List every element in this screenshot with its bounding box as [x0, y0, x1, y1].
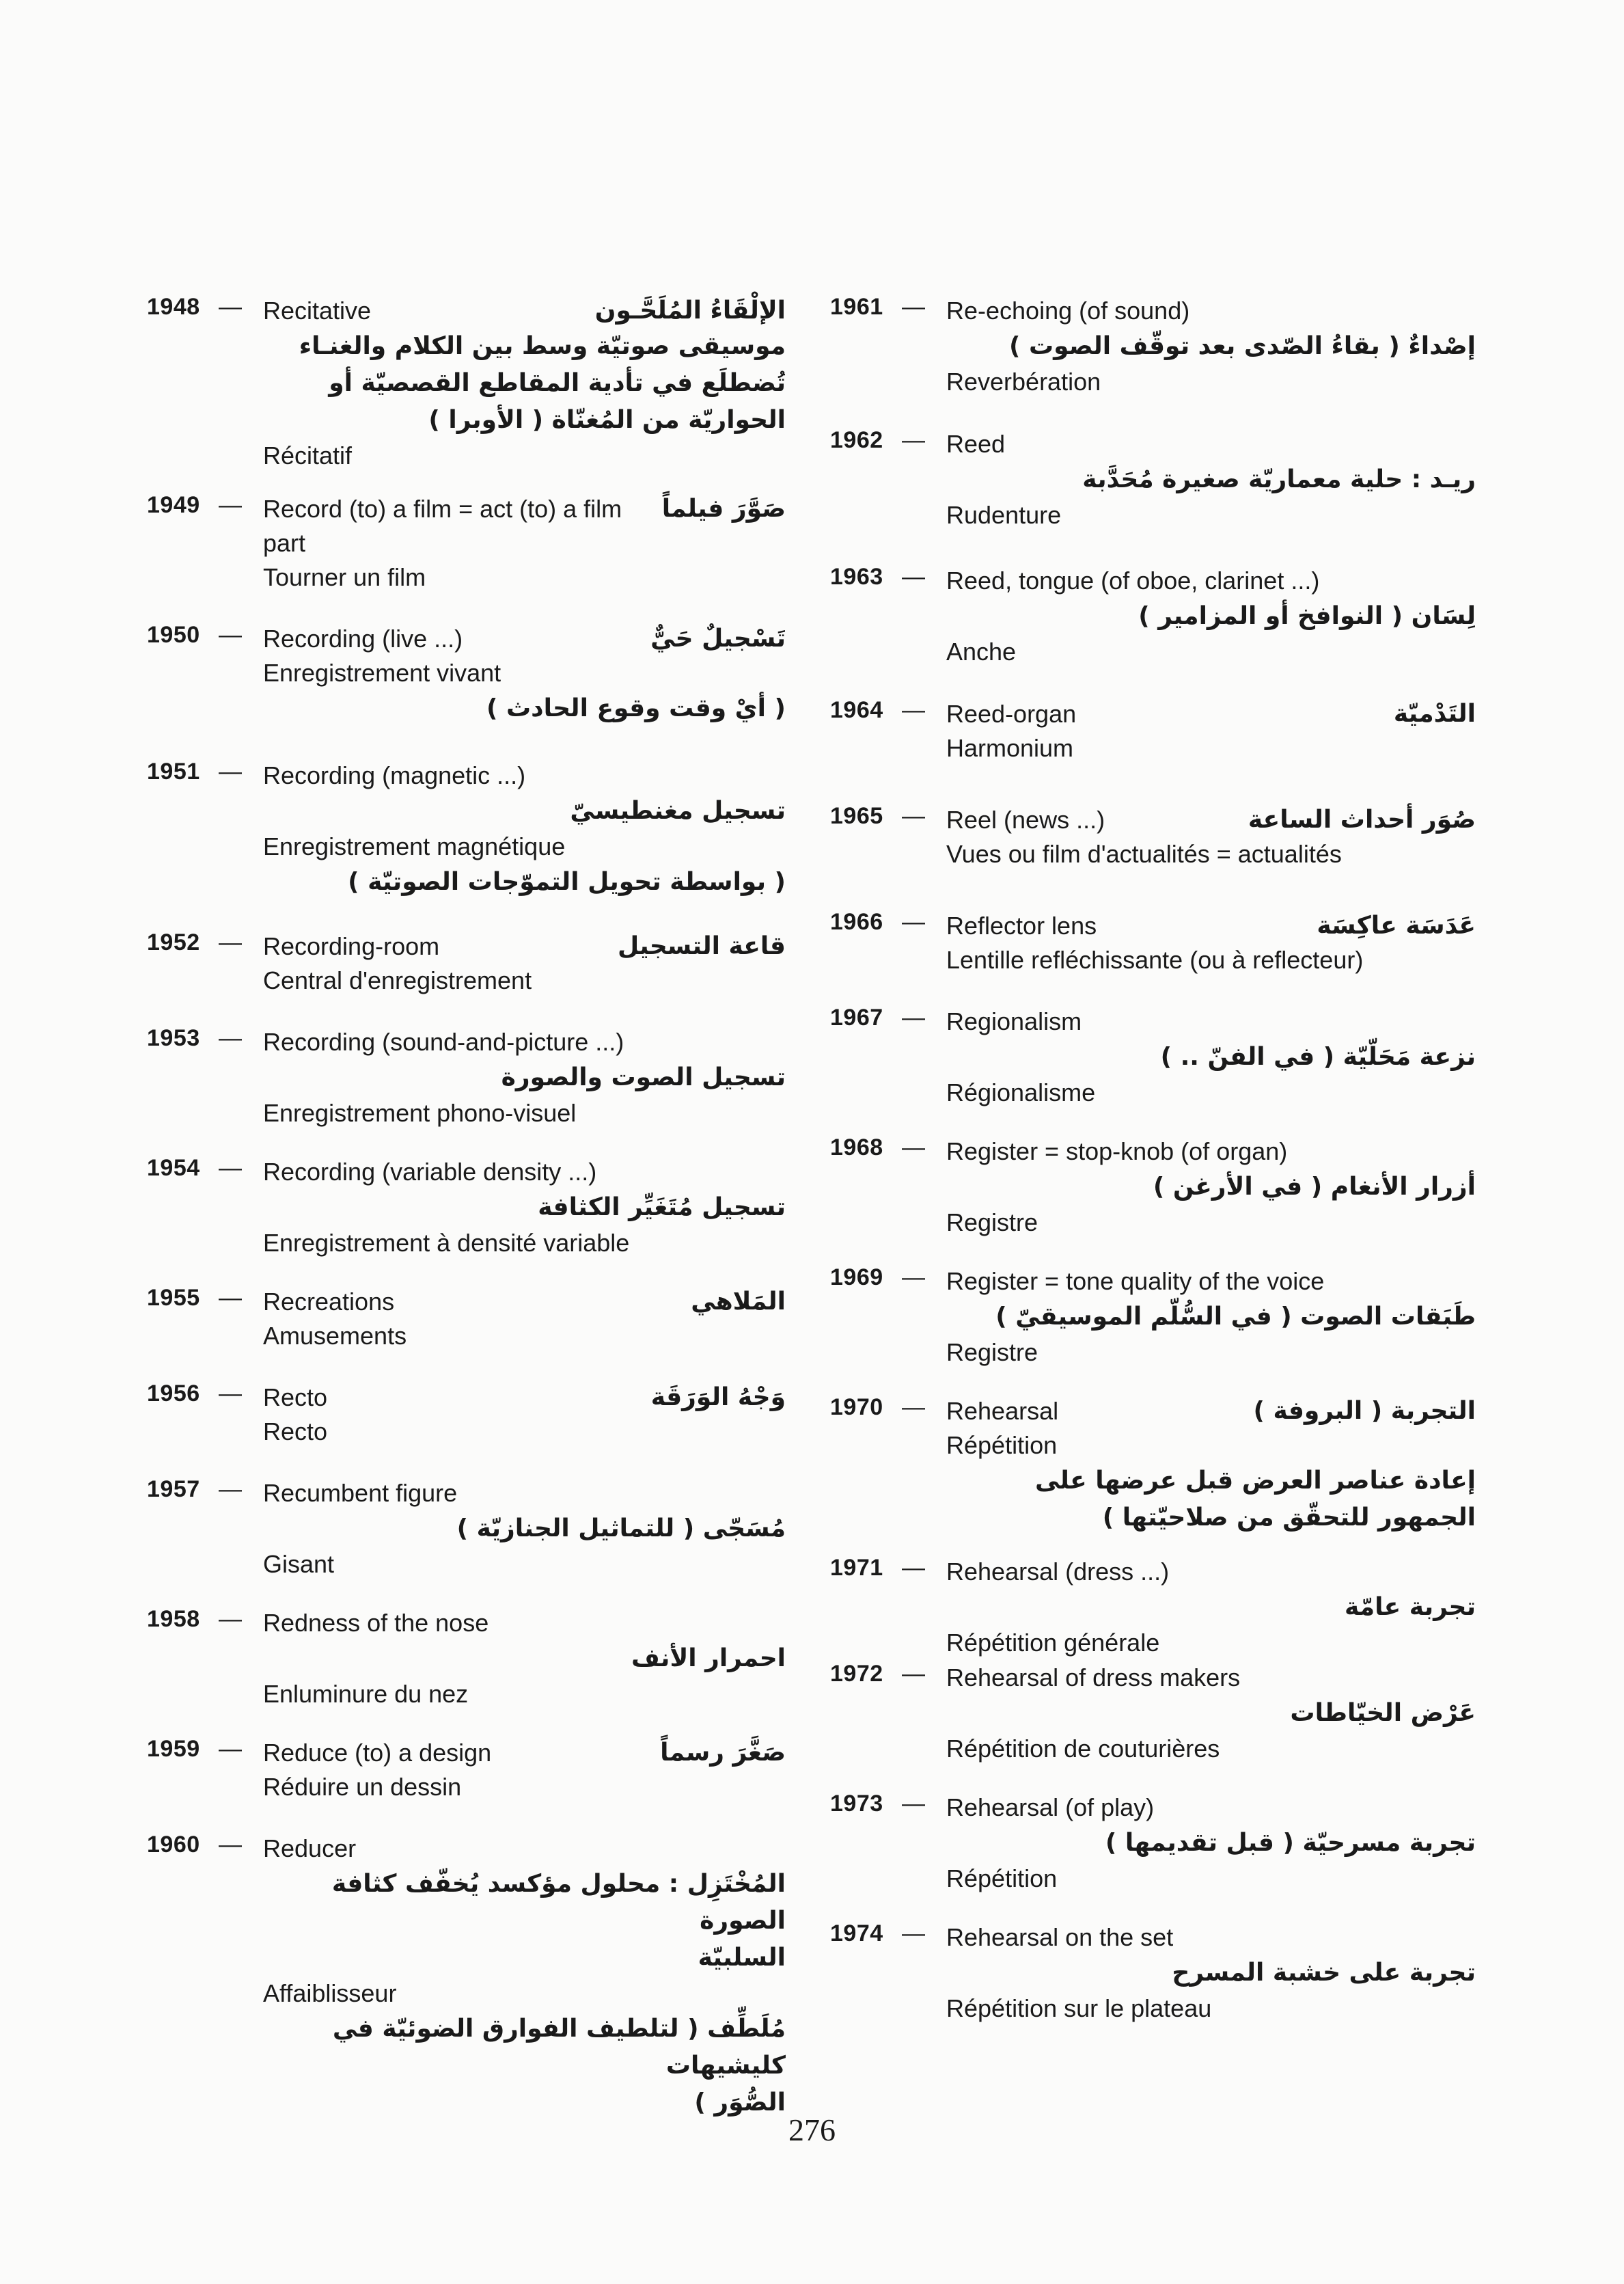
arabic-definition: تسجيل مغنطيسيّ	[570, 797, 786, 825]
entry-body	[263, 1832, 786, 2121]
french-term: Enluminure du nez	[263, 1680, 469, 1708]
entry-dash: —	[902, 1920, 925, 1946]
entry-body	[946, 697, 1476, 765]
english-term: Recto	[263, 1383, 328, 1411]
french-term: Registre	[946, 1208, 1038, 1236]
page-number: 276	[788, 2112, 836, 2147]
arabic-definition: نزعة مَحَلّيّة ( في الفنّ .. )	[1160, 1043, 1476, 1071]
english-term: Re-echoing (of sound)	[946, 297, 1190, 325]
entry-dash: —	[902, 427, 925, 453]
entry-dash: —	[219, 1736, 242, 1762]
english-term: Recreations	[263, 1288, 395, 1316]
arabic-term: صُوَر أحداث الساعة	[1248, 806, 1476, 834]
entry-dash: —	[219, 1155, 242, 1181]
english-term: Rehearsal of dress makers	[946, 1663, 1241, 1691]
french-term: Registre	[946, 1338, 1038, 1366]
arabic-definition: تسجيل الصوت والصورة	[501, 1063, 786, 1091]
entry-dash: —	[902, 1661, 925, 1687]
english-term: Recording (sound-and-picture ...)	[263, 1028, 624, 1056]
english-term: Redness of the nose	[263, 1609, 489, 1637]
entry-number: 1951	[147, 759, 200, 785]
arabic-definition-extra: ( بواسطة تحويل التموّجات الصوتيّة )	[348, 868, 786, 896]
arabic-definition: تُضطلَع في تأدية المقاطع القصصيّة أو	[329, 369, 786, 397]
arabic-definition-extra: إعادة عناصر العرض قبل عرضها على	[1035, 1467, 1476, 1495]
french-term: Tourner un film	[263, 563, 426, 591]
entry-dash: —	[902, 909, 925, 935]
entry-dash: —	[219, 1832, 242, 1858]
entry-number: 1961	[830, 294, 883, 320]
entry-number: 1967	[830, 1005, 883, 1031]
french-term: Vues ou film d'actualités = actualités	[946, 840, 1342, 868]
arabic-definition: طَبَقات الصوت ( في السُّلّم الموسيقيّ )	[995, 1303, 1476, 1331]
entry-dash: —	[902, 1134, 925, 1160]
entry-body	[946, 1264, 1476, 1370]
entry-number: 1950	[147, 622, 200, 648]
arabic-definition-extra: الصُّوَر )	[694, 2089, 786, 2117]
entry-dash: —	[219, 1606, 242, 1632]
entry-number: 1953	[147, 1025, 200, 1051]
arabic-definition: تجربة على خشبة المسرح	[1172, 1959, 1476, 1987]
entry-number: 1949	[147, 492, 200, 518]
entry-dash: —	[219, 622, 242, 648]
french-term: Régionalisme	[946, 1078, 1096, 1106]
french-term: Anche	[946, 638, 1017, 666]
entry-number: 1962	[830, 427, 883, 453]
arabic-definition: تجربة عامّة	[1345, 1593, 1476, 1621]
entry-body	[263, 1606, 786, 1711]
english-term: Register = stop-knob (of organ)	[946, 1137, 1288, 1165]
french-term: Rudenture	[946, 501, 1062, 529]
french-term: Reverbération	[946, 368, 1101, 396]
entry-body	[946, 1920, 1476, 2026]
entry-number: 1960	[147, 1832, 200, 1858]
entry-dash: —	[902, 1005, 925, 1031]
entry-dash: —	[219, 1025, 242, 1051]
entry-number: 1968	[830, 1134, 883, 1160]
entry-number: 1964	[830, 697, 883, 723]
english-term: Reed	[946, 430, 1006, 458]
french-term: Lentille refléchissante (ou à reflecteur)	[946, 946, 1364, 974]
entry-dash: —	[219, 929, 242, 955]
english-term: Recording-room	[263, 932, 440, 960]
entry-body	[946, 909, 1476, 977]
english-term: Recording (live ...)	[263, 625, 463, 653]
entry-body	[946, 1134, 1476, 1240]
arabic-term: تَسْجيلٌ حَيٌّ	[650, 625, 786, 653]
arabic-definition: المُخْتَزِل : محلول مؤكسد يُخفّف كثافة الصورة	[331, 1870, 786, 1935]
english-term: Reduce (to) a design	[263, 1739, 492, 1767]
entry-body	[263, 1736, 786, 1804]
arabic-term: صَغَّرَ رسماً	[660, 1739, 786, 1767]
arabic-term: صَوَّرَ فيلماً	[661, 495, 786, 523]
french-term: Répétition générale	[946, 1629, 1160, 1657]
arabic-definition: احمرار الأنف	[631, 1644, 786, 1672]
english-term: Recitative	[263, 297, 372, 325]
arabic-definition: السلبيّة	[698, 1944, 786, 1972]
arabic-term: عَدَسَة عاكِسَة	[1317, 912, 1476, 940]
english-term-continued: part	[263, 529, 306, 557]
entry-number: 1969	[830, 1264, 883, 1290]
english-term: Regionalism	[946, 1007, 1082, 1035]
french-term: Affaiblisseur	[263, 1979, 397, 2007]
entry-number: 1974	[830, 1920, 883, 1946]
french-term: Enregistrement phono-visuel	[263, 1099, 577, 1127]
entry-dash: —	[219, 1476, 242, 1502]
english-term: Rehearsal (of play)	[946, 1793, 1155, 1821]
arabic-term: التَدْميّة	[1393, 700, 1476, 728]
entry-dash: —	[902, 1555, 925, 1581]
english-term: Reed-organ	[946, 700, 1077, 728]
french-term: Recto	[263, 1417, 328, 1445]
french-term: Enregistrement magnétique	[263, 832, 566, 860]
arabic-definition: موسيقى صوتيّة وسط بين الكلام والغنـاء	[299, 332, 786, 360]
entry-dash: —	[902, 1791, 925, 1817]
entry-number: 1958	[147, 1606, 200, 1632]
entry-dash: —	[219, 294, 242, 320]
entry-number: 1952	[147, 929, 200, 955]
french-term: Répétition de couturières	[946, 1735, 1220, 1763]
french-term: Central d'enregistrement	[263, 966, 532, 994]
entry-number: 1948	[147, 294, 200, 320]
entry-body	[946, 294, 1476, 399]
french-term: Répétition	[946, 1431, 1058, 1459]
english-term: Reducer	[263, 1834, 357, 1862]
entry-dash: —	[219, 1285, 242, 1311]
arabic-term: قاعة التسجيل	[617, 932, 786, 960]
entry-dash: —	[219, 492, 242, 518]
entry-body	[263, 492, 786, 595]
arabic-definition-extra: مُلَطِّف ( لتلطيف الفوارق الضوئيّة في كليشيهات	[332, 2015, 786, 2080]
entry-body	[263, 759, 786, 901]
entry-dash: —	[902, 1264, 925, 1290]
arabic-term: الإلْقَاءُ المُلَحَّـون	[594, 297, 786, 325]
english-term: Reel (news ...)	[946, 806, 1105, 834]
french-term: Gisant	[263, 1550, 335, 1578]
entry-dash: —	[219, 759, 242, 785]
entry-body	[946, 1394, 1476, 1536]
entry-body	[946, 1555, 1476, 1660]
arabic-definition-extra: الجمهور للتحقّق من صلاحيّتها )	[1102, 1504, 1476, 1532]
french-term: Réduire un dessin	[263, 1773, 462, 1801]
entry-number: 1965	[830, 803, 883, 829]
entry-body	[263, 1285, 786, 1353]
entry-body	[946, 803, 1476, 871]
french-term: Répétition sur le plateau	[946, 1994, 1212, 2022]
entry-number: 1971	[830, 1555, 883, 1581]
english-term: Rehearsal	[946, 1397, 1059, 1425]
french-term: Répétition	[946, 1864, 1058, 1892]
entry-number: 1959	[147, 1736, 200, 1762]
arabic-definition: ريـد : حلية معماريّة صغيرة مُحَدَّبة	[1082, 465, 1476, 493]
arabic-definition: إصْداءٌ ( بقاءُ الصّدى بعد توقّف الصوت )	[1008, 332, 1476, 360]
entry-body	[263, 622, 786, 727]
arabic-definition: لِسَان ( النوافخ أو المزامير )	[1138, 602, 1476, 630]
arabic-definition: تجربة مسرحيّة ( قبل تقديمها )	[1105, 1829, 1476, 1857]
english-term: Recumbent figure	[263, 1479, 458, 1507]
arabic-term: المَلاهي	[691, 1288, 786, 1316]
entry-number: 1954	[147, 1155, 200, 1181]
entry-body	[263, 1025, 786, 1130]
entry-number: 1957	[147, 1476, 200, 1502]
entry-body	[946, 564, 1476, 669]
entry-number: 1955	[147, 1285, 200, 1311]
french-term: Harmonium	[946, 734, 1074, 762]
entry-dash: —	[219, 1381, 242, 1406]
english-term: Rehearsal on the set	[946, 1923, 1174, 1951]
entry-number: 1966	[830, 909, 883, 935]
entry-number: 1970	[830, 1394, 883, 1420]
entry-body	[263, 294, 786, 473]
french-term: Récitatif	[263, 441, 353, 470]
entry-dash: —	[902, 803, 925, 829]
english-term: Reflector lens	[946, 912, 1097, 940]
entry-body	[946, 1005, 1476, 1110]
entry-body	[263, 1381, 786, 1449]
english-term: Recording (magnetic ...)	[263, 761, 526, 789]
arabic-definition: ( أيْ وقت وقوع الحادث )	[486, 694, 786, 722]
english-term: Recording (variable density ...)	[263, 1158, 597, 1186]
entry-dash: —	[902, 564, 925, 590]
arabic-definition: أزرار الأنغام ( في الأرغن )	[1153, 1173, 1476, 1201]
arabic-definition: مُسَجّى ( للتماثيل الجنازيّة )	[456, 1514, 786, 1542]
entry-dash: —	[902, 1394, 925, 1420]
entry-body	[263, 1155, 786, 1260]
entry-body	[946, 1791, 1476, 1896]
entry-number: 1956	[147, 1381, 200, 1406]
entry-body	[946, 1661, 1476, 1766]
entry-body	[263, 1476, 786, 1581]
entry-dash: —	[902, 294, 925, 320]
english-term: Rehearsal (dress ...)	[946, 1558, 1170, 1586]
english-term: Reed, tongue (of oboe, clarinet ...)	[946, 567, 1320, 595]
arabic-definition: الحواريّة من المُغنّاة ( الأوبرا )	[428, 406, 786, 434]
arabic-term: التجربة ( البروفة )	[1253, 1397, 1476, 1425]
entry-body	[946, 427, 1476, 532]
entry-number: 1963	[830, 564, 883, 590]
english-term: Register = tone quality of the voice	[946, 1267, 1325, 1295]
arabic-definition: تسجيل مُتَغَيِّر الكثافة	[538, 1193, 786, 1221]
french-term: Amusements	[263, 1322, 407, 1350]
french-term: Enregistrement vivant	[263, 659, 501, 687]
arabic-definition: عَرْض الخيّاطات	[1290, 1699, 1476, 1727]
english-term: Record (to) a film = act (to) a film	[263, 495, 622, 523]
entry-body	[263, 929, 786, 998]
arabic-term: وَجْهُ الوَرَقَة	[650, 1383, 786, 1411]
entry-dash: —	[902, 697, 925, 723]
entry-number: 1973	[830, 1791, 883, 1817]
french-term: Enregistrement à densité variable	[263, 1229, 630, 1257]
entry-number: 1972	[830, 1661, 883, 1687]
